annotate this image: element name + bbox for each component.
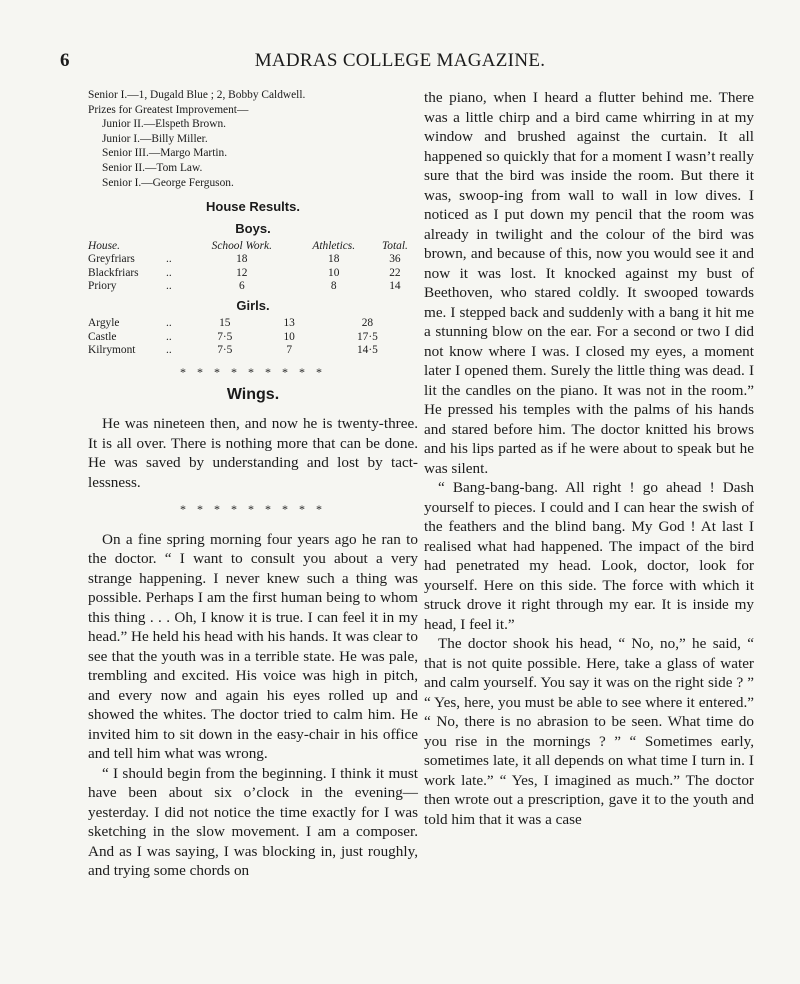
table-row: Blackfriars .. 12 10 22: [88, 267, 418, 280]
total-score: 28: [361, 317, 374, 330]
athletics-score: 13: [283, 317, 295, 330]
athletics-score: 7: [286, 343, 293, 356]
story-paragraph: The doctor shook his head, “ No, no,” he said, “ that is not quite possible. Here, take a glass of water and calm yourself. You say it was on the right side ? ” “ Yes, here, you must be able to see where it entered.” “ No, there is no abrasion to be seen. What time do you rise in the mornings ? ” “ Sometimes early, sometimes late, it all depends on what time I turn in. I work late.” “ Yes, I imagined as much.” The doctor then wrote out a prescription, gave it to the youth and told him that it was a case: [424, 635, 754, 828]
table-row: Priory .. 6 8 14: [88, 280, 418, 293]
col-header-house: House.: [88, 240, 120, 253]
athletics-score: 10: [283, 330, 295, 343]
table-row: Kilrymont .. 7·5 7 14·5: [88, 344, 418, 357]
total-score: 14: [389, 279, 401, 292]
athletics-score: 10: [328, 266, 340, 279]
school-work-score: 6: [238, 279, 245, 292]
prize-line: Senior III.—Margo Martin.: [102, 147, 228, 160]
boys-results-table: [88, 240, 418, 293]
total-score: 22: [389, 266, 401, 279]
house-name: Argyle: [88, 317, 120, 330]
total-score: 17·5: [356, 330, 378, 343]
col-header-school-work: School Work.: [211, 240, 272, 253]
school-work-score: 18: [236, 253, 248, 266]
left-column: [88, 88, 418, 881]
house-name: Castle: [88, 330, 117, 343]
girls-results-table: [88, 317, 418, 357]
athletics-score: 18: [328, 253, 340, 266]
table-header-row: [88, 240, 418, 253]
school-work-score: 7·5: [217, 343, 233, 356]
prize-line: Junior II.—Elspeth Brown.: [102, 118, 227, 131]
right-column: [424, 88, 754, 829]
page-header-title: MADRAS COLLEGE MAGAZINE.: [254, 50, 546, 71]
school-work-score: 12: [236, 266, 248, 279]
prize-line: Senior II.—Tom Law.: [102, 161, 203, 174]
section-divider-stars: * * * * * * * * *: [180, 365, 326, 380]
house-results-title: House Results.: [206, 199, 300, 215]
section-divider-stars: * * * * * * * * *: [180, 502, 326, 517]
total-score: 14·5: [356, 343, 378, 356]
senior-prize-line: Senior I.—1, Dugald Blue ; 2, Bobby Caldwell.: [88, 89, 306, 101]
page-number: 6: [60, 50, 70, 71]
table-row: Castle .. 7·5 10 17·5: [88, 331, 418, 344]
house-name: Greyfriars: [88, 253, 135, 266]
prizes-heading: Prizes for Greatest Improvement—: [88, 103, 249, 116]
boys-title: Boys.: [235, 220, 271, 236]
table-row: Argyle .. 15 13 28: [88, 317, 418, 330]
story-paragraph: “ Bang-bang-bang. All right ! go ahead ! Dash yourself to pieces. I could and I can hear the swish of the feathers and the blind bang. My God ! At last I realised what had happened. The impact of the bird had penetrated my head. Look, doctor, look for yourself. Here on this side. The force with which it struck drove it right through my ear. It is inside my head, I feel it.”: [424, 479, 754, 633]
col-header-athletics: Athletics.: [312, 240, 356, 253]
story-paragraph: On a fine spring morning four years ago he ran to the doctor. “ I want to consult you about a very strange happening. I never knew such a thing was possible. Perhaps I am the first human being to whom this thing . . . Oh, I know it is true. I can feel it in my head.” He held his head with his hands. It was clear to see that the youth was in a terrible state. He was pale, trembling and excited. His voice was high in pitch, and every now and again his eyes rolled up and showed the whites. The doctor tried to calm him. He invited him to sit down in the easy-chair in his office and tell him what was wrong.: [88, 530, 418, 763]
athletics-score: 8: [330, 279, 337, 292]
school-work-score: 15: [219, 317, 231, 330]
prize-line: Junior I.—Billy Miller.: [102, 132, 208, 145]
prize-line: Senior I.—George Ferguson.: [102, 176, 234, 189]
house-name: Kilrymont: [88, 343, 136, 356]
col-header-total: Total.: [381, 240, 408, 253]
story-paragraph: “ I should begin from the beginning. I think it must have been about six o’clock in the evening—yesterday. I did not notice the time exactly for I was sketching in the slow movement. I am a composer. And as I was saying, I was blocking in, just roughly, and trying some chords on: [88, 764, 418, 880]
school-work-score: 7·5: [217, 330, 233, 343]
girls-title: Girls.: [236, 297, 270, 313]
story-title: Wings.: [226, 385, 280, 403]
story-paragraph: the piano, when I heard a flutter behind me. There was a little chirp and a bird came whirring in at my window and brushed against the curtain. It all happened so quickly that for a moment I wasn’t really sure that the bird was inside the room. But there it was, swoop-ing from wall to wall in low dives. I noticed as I put down my pencil that the room was already in twilight and the colour of the bird was brown, and because of this, now you would see it and now it was lost. It knocked against my bust of Beethoven, who stared coldly. It swooped towards me. I stepped back and suddenly with a bang it hit me a stunning blow on the ear. For a second or two I did not know where I was. I closed my eyes, a moment later I opened them. Surely the little thing was dead. I lit the candles on the piano. It was not in the room.” He pressed his temples with the palms of his hands and stared before him. The doctor knitted his brows and his lips parted as if he were about to speak but he was silent.: [424, 89, 754, 477]
house-name: Priory: [88, 279, 117, 292]
house-name: Blackfriars: [88, 266, 139, 279]
table-row: Greyfriars .. 18 18 36: [88, 253, 418, 266]
story-paragraph: He was nineteen then, and now he is twenty-three. It is all over. There is nothing more that can be done. He was saved by understanding and lost by tact-lessness.: [88, 415, 418, 491]
total-score: 36: [389, 253, 401, 266]
